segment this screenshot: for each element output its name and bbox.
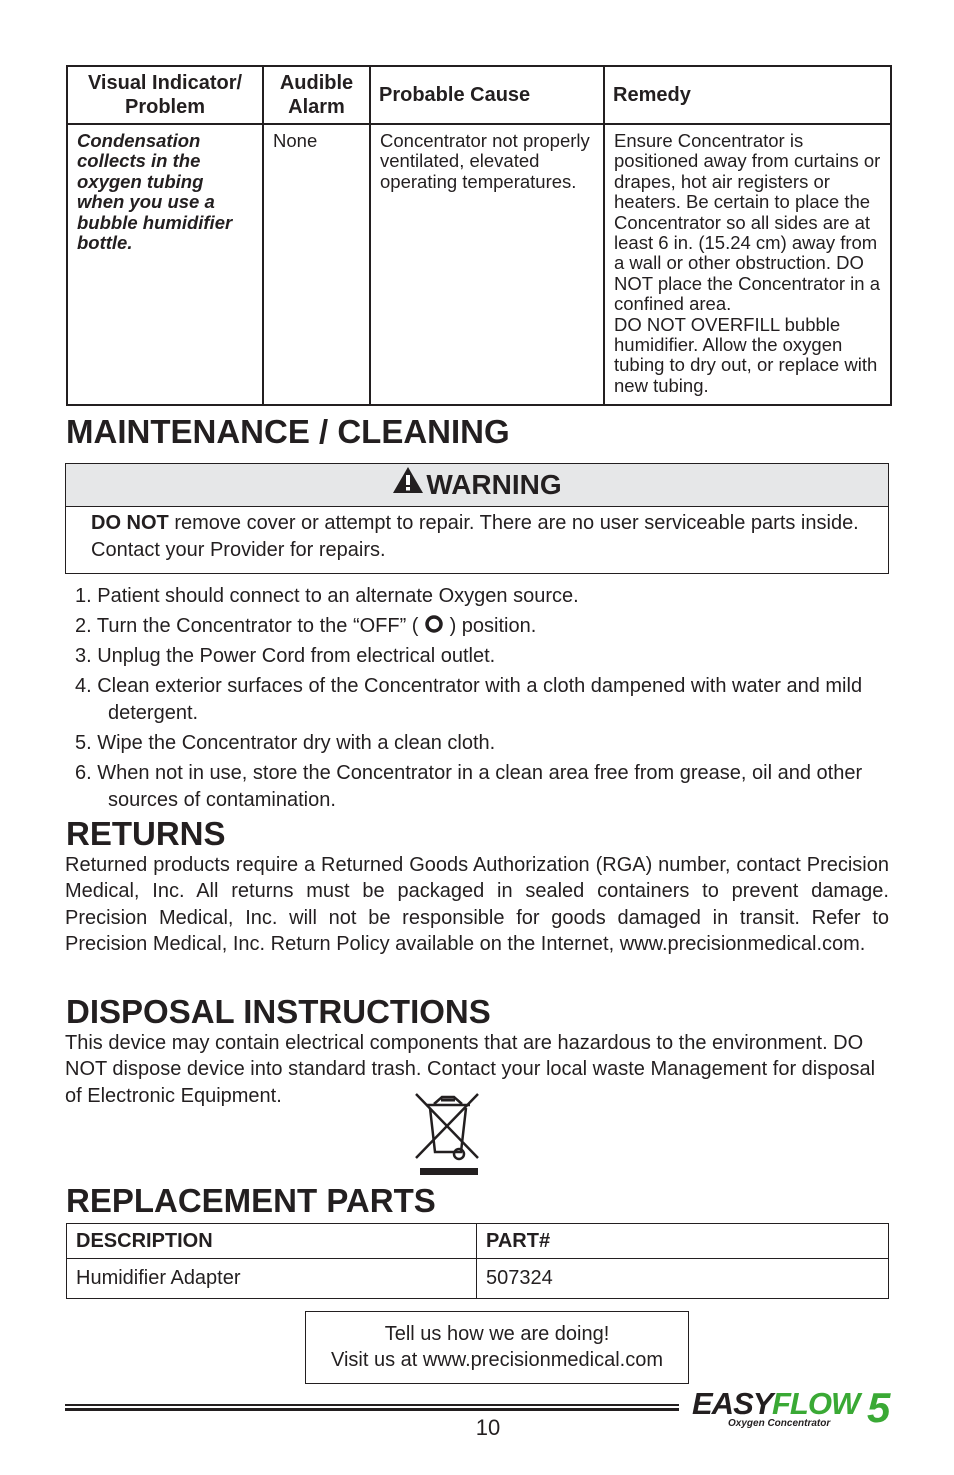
table-row	[67, 1259, 889, 1299]
troubleshooting-table	[66, 65, 892, 406]
disposal-text: This device may contain electrical components that are hazardous to the environment. DO NOT dispose device into standard trash. Contact your local waste Management for disposal of Electronic Equipment.	[65, 1032, 876, 1107]
returns-heading: RETURNS	[66, 815, 226, 852]
svg-text:5: 5	[867, 1384, 891, 1431]
weee-crossed-bin-icon	[412, 1088, 484, 1178]
footer-rule-thick	[65, 1408, 679, 1411]
part-number-cell: 507324	[477, 1259, 889, 1299]
power-off-icon	[424, 615, 444, 637]
feedback-box	[305, 1311, 689, 1384]
header-part-number: PART#	[477, 1224, 889, 1259]
step-2-text: 2. Turn the Concentrator to the “OFF” (	[75, 615, 419, 637]
easyflow-logo	[690, 1384, 900, 1434]
parts-table	[66, 1223, 889, 1299]
alarm-cell: None	[263, 124, 370, 405]
header-audible-alarm: Audible Alarm	[263, 66, 370, 124]
feedback-line-2: Visit us at www.precisionmedical.com	[331, 1349, 663, 1371]
replacement-heading: REPLACEMENT PARTS	[66, 1182, 436, 1219]
remedy-text-2: DO NOT OVERFILL bubble humidifier. Allow the oxygen tubing to dry out, or replace with new tubing.	[614, 313, 878, 396]
header-probable-cause: Probable Cause	[370, 66, 604, 124]
warning-body: remove cover or attempt to repair. There are no user serviceable parts inside. Contact your Provider for repairs.	[91, 512, 859, 561]
footer-rule-thin	[65, 1404, 679, 1406]
feedback-line-1: Tell us how we are doing!	[384, 1323, 610, 1345]
svg-text:Oxygen Concentrator: Oxygen Concentrator	[728, 1418, 831, 1429]
svg-text:EASY: EASY	[692, 1386, 773, 1421]
warning-text	[66, 507, 888, 564]
header-visual-indicator: Visual Indicator/ Problem	[67, 66, 263, 124]
returns-text: Returned products require a Returned Goods Authorization (RGA) number, contact Precision Medical, Inc. All returns must be packaged in sealed containers to prevent damage. Precision Medical, Inc. will not be responsible for goods damaged in transit. Refer to Precision Medical, Inc. Return Policy available on the Internet, www.precisionmedical.com.	[65, 854, 889, 956]
table-header-row	[67, 1224, 889, 1259]
list-item: 4. Clean exterior surfaces of the Concentrator with a cloth dampened with water and mild detergent.	[75, 675, 863, 724]
step-2-suffix: ) position.	[449, 615, 537, 637]
cause-cell: Concentrator not properly ventilated, elevated operating temperatures.	[370, 124, 604, 405]
page-number: 10	[475, 1415, 501, 1440]
header-remedy: Remedy	[604, 66, 891, 124]
warning-triangle-icon	[392, 469, 426, 501]
warning-bold: DO NOT	[91, 512, 169, 534]
disposal-heading: DISPOSAL INSTRUCTIONS	[66, 993, 491, 1030]
maintenance-heading: MAINTENANCE / CLEANING	[66, 413, 510, 450]
problem-cell: Condensation collects in the oxygen tubing when you use a bubble humidifier bottle.	[67, 124, 263, 405]
remedy-cell	[604, 124, 891, 405]
warning-label: WARNING	[426, 469, 562, 500]
table-row	[67, 124, 891, 405]
maintenance-steps	[66, 583, 886, 817]
part-description-cell: Humidifier Adapter	[67, 1259, 477, 1299]
remedy-text-1: Ensure Concentrator is positioned away from curtains or drapes, hot air registers or heaters. Be certain to place the Concentrator so all sides are at least 6 in. (15.24 cm) away from a wall or other obstruction. DO NOT place the Concentrator in a confined area.	[614, 130, 881, 315]
list-item: 3. Unplug the Power Cord from electrical outlet.	[75, 645, 496, 667]
list-item: 5. Wipe the Concentrator dry with a clean cloth.	[75, 732, 496, 754]
table-header-row	[67, 66, 891, 124]
header-description: DESCRIPTION	[67, 1224, 477, 1259]
svg-text:FLOW: FLOW	[772, 1386, 860, 1421]
warning-box	[65, 463, 889, 574]
list-item	[66, 613, 886, 640]
list-item: 6. When not in use, store the Concentrator in a clean area free from grease, oil and other sources of contamination.	[75, 762, 863, 811]
warning-header	[66, 464, 888, 507]
list-item: 1. Patient should connect to an alternate Oxygen source.	[75, 585, 579, 607]
